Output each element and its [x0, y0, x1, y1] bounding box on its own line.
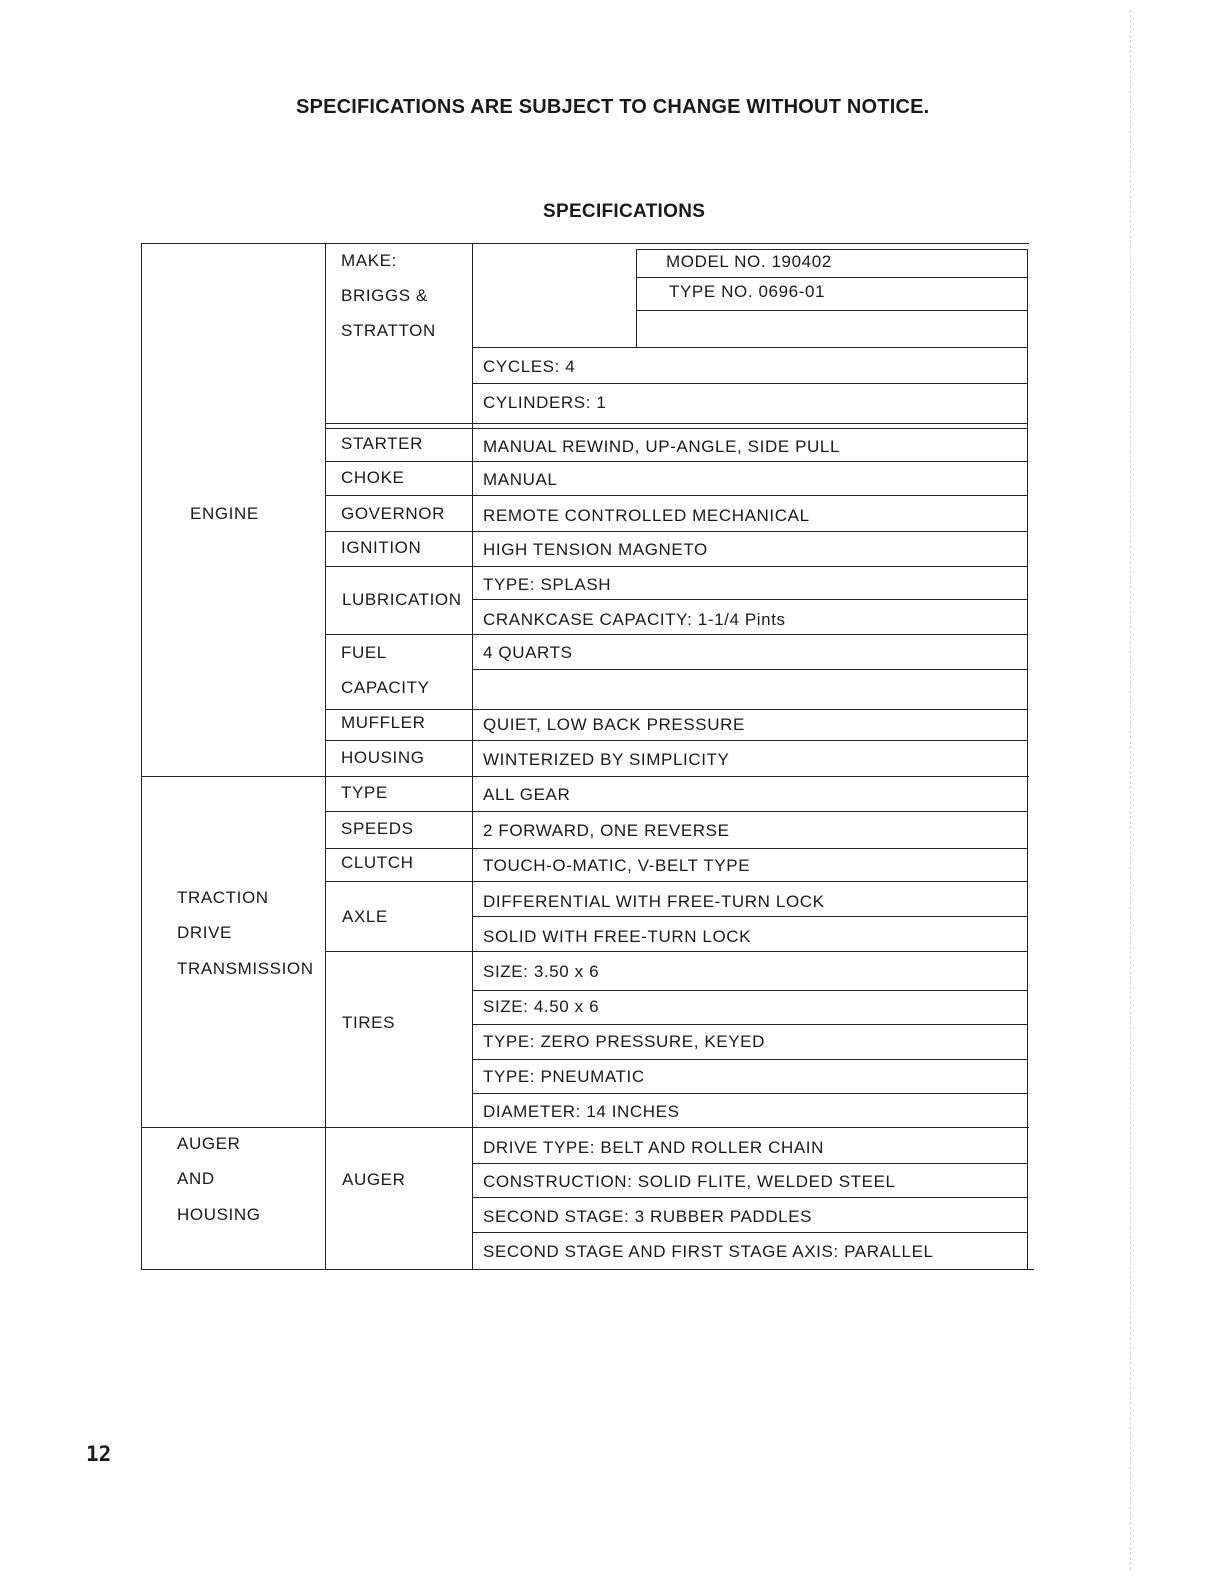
- speeds-label: SPEEDS: [341, 819, 414, 838]
- page-title: SPECIFICATIONS: [543, 201, 706, 222]
- fuel-value: 4 QUARTS: [483, 643, 573, 662]
- row-line: [472, 347, 1028, 348]
- starter-label: STARTER: [341, 434, 423, 453]
- page-number: 12: [86, 1442, 112, 1466]
- fuel-label: CAPACITY: [341, 678, 430, 697]
- tires-value: SIZE: 4.50 x 6: [483, 997, 600, 1016]
- axle-value: SOLID WITH FREE-TURN LOCK: [483, 927, 752, 946]
- row-line: [472, 599, 1028, 600]
- specifications-table: [141, 243, 1033, 1271]
- lubrication-capacity: CRANKCASE CAPACITY: 1-1/4 Pints: [483, 610, 786, 629]
- traction-category: TRANSMISSION: [177, 959, 314, 978]
- muffler-label: MUFFLER: [341, 713, 426, 732]
- row-line: [325, 566, 1028, 567]
- row-line: [325, 709, 1028, 710]
- cycles-value: CYCLES: 4: [483, 357, 576, 376]
- speeds-value: 2 FORWARD, ONE REVERSE: [483, 821, 730, 840]
- tires-value: TYPE: ZERO PRESSURE, KEYED: [483, 1032, 765, 1051]
- table-top-border: [141, 243, 1029, 244]
- column-divider-2: [472, 243, 473, 1270]
- clutch-value: TOUCH-O-MATIC, V-BELT TYPE: [483, 856, 751, 875]
- row-line: [472, 383, 1028, 384]
- axle-label: AXLE: [342, 907, 388, 926]
- row-line: [472, 1059, 1028, 1060]
- table-left-border: [141, 243, 142, 1270]
- tires-value: TYPE: PNEUMATIC: [483, 1067, 645, 1086]
- cylinders-value: CYLINDERS: 1: [483, 393, 607, 412]
- tires-value: DIAMETER: 14 INCHES: [483, 1102, 680, 1121]
- row-line: [636, 310, 1028, 311]
- auger-value: DRIVE TYPE: BELT AND ROLLER CHAIN: [483, 1138, 825, 1157]
- traction-category: TRACTION: [177, 888, 269, 907]
- row-line: [325, 531, 1028, 532]
- row-line: [325, 461, 1028, 462]
- tires-value: SIZE: 3.50 x 6: [483, 962, 600, 981]
- model-number: MODEL NO. 190402: [666, 252, 832, 271]
- row-line: [472, 1024, 1028, 1025]
- row-line: [472, 1197, 1028, 1198]
- section-divider: [141, 776, 1029, 777]
- clutch-label: CLUTCH: [341, 853, 414, 872]
- auger-value: SECOND STAGE AND FIRST STAGE AXIS: PARALLEL: [483, 1242, 934, 1261]
- row-line: [325, 951, 1028, 952]
- muffler-value: QUIET, LOW BACK PRESSURE: [483, 715, 745, 734]
- housing-label: HOUSING: [341, 748, 425, 767]
- auger-value: CONSTRUCTION: SOLID FLITE, WELDED STEEL: [483, 1172, 896, 1191]
- starter-value: MANUAL REWIND, UP-ANGLE, SIDE PULL: [483, 437, 841, 456]
- column-divider-3: [636, 249, 637, 347]
- row-line: [472, 1232, 1028, 1233]
- tires-label: TIRES: [342, 1013, 396, 1032]
- row-line: [472, 990, 1028, 991]
- table-right-border: [1027, 250, 1028, 1270]
- row-line: [325, 811, 1028, 812]
- row-line: [325, 428, 1028, 429]
- row-line: [472, 916, 1028, 917]
- auger-value: SECOND STAGE: 3 RUBBER PADDLES: [483, 1207, 813, 1226]
- choke-label: CHOKE: [341, 468, 405, 487]
- axle-value: DIFFERENTIAL WITH FREE-TURN LOCK: [483, 892, 825, 911]
- section-divider: [141, 1127, 1029, 1128]
- scan-edge: [1130, 10, 1132, 1570]
- row-line: [472, 669, 1028, 670]
- row-line: [325, 740, 1028, 741]
- row-line: [636, 277, 1028, 278]
- row-line: [472, 1163, 1028, 1164]
- row-line: [325, 881, 1028, 882]
- governor-value: REMOTE CONTROLLED MECHANICAL: [483, 506, 810, 525]
- row-line: [325, 634, 1028, 635]
- housing-value: WINTERIZED BY SIMPLICITY: [483, 750, 730, 769]
- type-value: ALL GEAR: [483, 785, 571, 804]
- ignition-label: IGNITION: [341, 538, 422, 557]
- ignition-value: HIGH TENSION MAGNETO: [483, 540, 708, 559]
- row-line: [325, 423, 1028, 424]
- choke-value: MANUAL: [483, 470, 558, 489]
- row-line: [325, 495, 1028, 496]
- auger-category: AND: [177, 1169, 215, 1188]
- traction-category: DRIVE: [177, 923, 232, 942]
- notice-text: SPECIFICATIONS ARE SUBJECT TO CHANGE WITHOUT NOTICE.: [296, 96, 930, 118]
- engine-category: ENGINE: [190, 504, 259, 523]
- auger-label: AUGER: [342, 1170, 406, 1189]
- type-number: TYPE NO. 0696-01: [669, 282, 826, 301]
- column-divider-1: [325, 243, 326, 1270]
- row-line: [472, 1093, 1028, 1094]
- row-line: [636, 249, 1028, 250]
- table-bottom-border: [141, 1269, 1034, 1270]
- fuel-label: FUEL: [341, 643, 387, 662]
- auger-category: HOUSING: [177, 1205, 261, 1224]
- make-value: BRIGGS &: [341, 286, 428, 305]
- row-line: [325, 848, 1028, 849]
- lubrication-type: TYPE: SPLASH: [483, 575, 612, 594]
- make-value: STRATTON: [341, 321, 436, 340]
- auger-category: AUGER: [177, 1134, 241, 1153]
- make-label: MAKE:: [341, 251, 397, 270]
- lubrication-label: LUBRICATION: [342, 590, 462, 609]
- type-label: TYPE: [341, 783, 388, 802]
- governor-label: GOVERNOR: [341, 504, 445, 523]
